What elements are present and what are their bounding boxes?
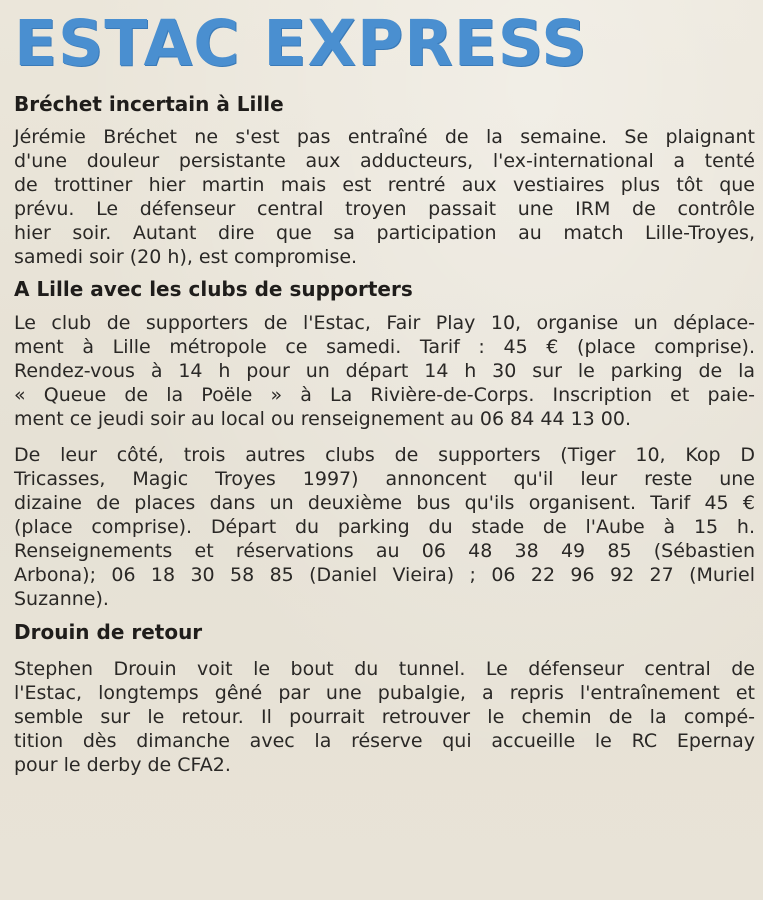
section-heading-supporters: A Lille avec les clubs de supporters	[14, 277, 413, 301]
section-heading-brechet: Bréchet incertain à Lille	[14, 92, 284, 116]
article-body	[14, 86, 755, 777]
column-title: ESTAC EXPRESS	[14, 7, 588, 80]
section-heading-drouin: Drouin de retour	[14, 620, 203, 644]
text-line: « Queue de la Poële » à La Rivière-de-Corps. Inscription et paie-	[14, 384, 755, 406]
text-line: Arbona); 06 18 30 58 85 (Daniel Vieira) ; 06 22 96 92 27 (Muriel	[14, 564, 755, 586]
paragraph-fair-play	[14, 311, 755, 431]
text-line: samedi soir (20 h), est compromise.	[14, 246, 358, 268]
text-line: hier soir. Autant dire que sa participation au match Lille-Troyes,	[14, 222, 755, 244]
text-line: De leur côté, trois autres clubs de supporters (Tiger 10, Kop D	[14, 444, 755, 466]
text-line: prévu. Le défenseur central troyen passait une IRM de contrôle	[14, 198, 755, 220]
text-line: dizaine de places dans un deuxième bus qu'ils organisent. Tarif 45 €	[14, 492, 755, 514]
text-line: (place comprise). Départ du parking du stade de l'Aube à 15 h.	[14, 516, 755, 538]
text-line: de trottiner hier martin mais est rentré aux vestiaires plus tôt que	[14, 174, 755, 196]
paragraph-other-clubs	[14, 443, 755, 611]
text-line: semble sur le retour. Il pourrait retrouver le chemin de la compé-	[14, 706, 755, 728]
text-line: Rendez-vous à 14 h pour un départ 14 h 30 sur le parking de la	[14, 360, 755, 382]
text-line: Suzanne).	[14, 588, 109, 610]
text-line: Jérémie Bréchet ne s'est pas entraîné de la semaine. Se plaignant	[14, 126, 755, 148]
text-line: Renseignements et réservations au 06 48 38 49 85 (Sébastien	[14, 540, 755, 562]
text-line: tition dès dimanche avec la réserve qui accueille le RC Epernay	[14, 730, 755, 752]
text-line: l'Estac, longtemps gêné par une pubalgie, a repris l'entraînement et	[14, 682, 755, 704]
text-line: d'une douleur persistante aux adducteurs, l'ex-international a tenté	[14, 150, 755, 172]
text-line: ment à Lille métropole ce samedi. Tarif : 45 € (place comprise).	[14, 336, 755, 358]
text-line: Le club de supporters de l'Estac, Fair Play 10, organise un déplace-	[14, 312, 755, 334]
paragraph-brechet	[14, 125, 755, 269]
text-line: ment ce jeudi soir au local ou renseignement au 06 84 44 13 00.	[14, 408, 632, 430]
paragraph-drouin	[14, 657, 755, 777]
text-line: Tricasses, Magic Troyes 1997) annoncent qu'il leur reste une	[14, 468, 755, 490]
text-line: pour le derby de CFA2.	[14, 754, 231, 776]
text-line: Stephen Drouin voit le bout du tunnel. Le défenseur central de	[14, 658, 755, 680]
